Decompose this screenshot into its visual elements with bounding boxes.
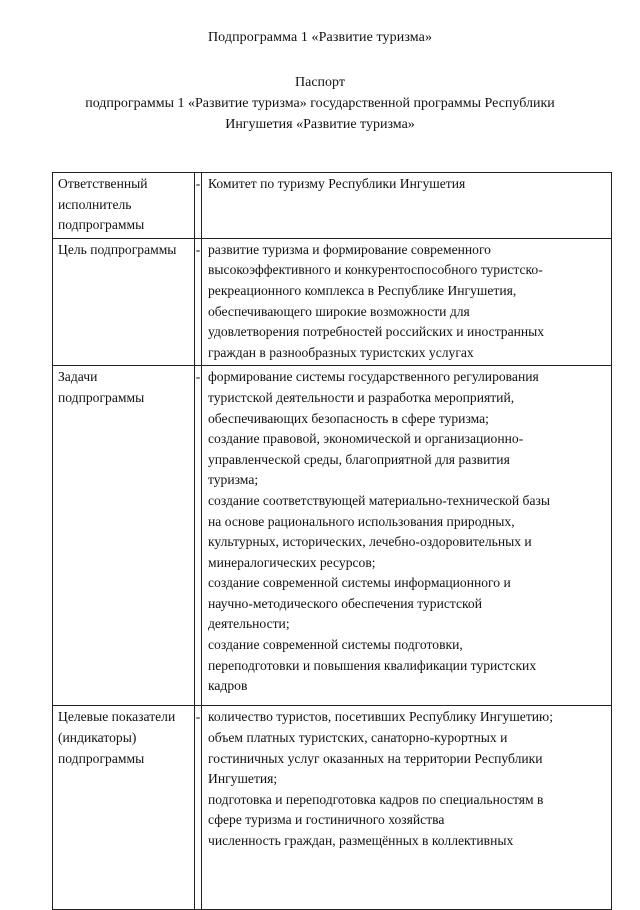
row-dash-cell: -	[195, 706, 202, 910]
passport-table-body	[52, 172, 612, 910]
row-value-line: развитие туризма и формирование современного	[208, 241, 491, 257]
row-value-line: формирование системы государственного регулирования	[208, 369, 539, 385]
row-label-cell	[53, 238, 195, 366]
row-value-line: обеспечивающего широкие возможности для	[208, 303, 470, 319]
row-label-line: подпрограммы	[58, 389, 145, 405]
row-value-line: гостиничных услуг оказанных на территории Республики	[208, 750, 543, 766]
row-label-line: подпрограммы	[58, 217, 145, 233]
row-value-line: количество туристов, посетивших Республику Ингушетию;	[208, 709, 553, 725]
row-label-cell	[53, 366, 195, 706]
row-value-line: минералогических ресурсов;	[208, 554, 376, 570]
row-value-line: рекреационного комплекса в Республике Ингушетия,	[208, 282, 517, 298]
row-value-line: туризма;	[208, 472, 259, 488]
row-label-line: Цель подпрограммы	[58, 241, 177, 257]
row-value-cell	[202, 366, 612, 706]
row-value-line: научно-методического обеспечения туристской	[208, 595, 482, 611]
row-value-line: объем платных туристских, санаторно-курортных и	[208, 729, 508, 745]
row-value-line: создание соответствующей материально-технической базы	[208, 492, 551, 508]
row-value-line: культурных, исторических, лечебно-оздоровительных и	[208, 534, 532, 550]
row-value-line: переподготовки и повышения квалификации туристских	[208, 657, 537, 673]
passport-table	[52, 172, 612, 910]
passport-subtitle-line-1: подпрограммы 1 «Развитие туризма» государственной программы Республики	[85, 96, 555, 111]
row-value-line: численность граждан, размещённых в коллективных	[208, 832, 514, 848]
row-label-line: Задачи	[58, 369, 98, 385]
row-value-line: туристской деятельности и разработка мероприятий,	[208, 389, 515, 405]
table-row	[53, 238, 612, 366]
row-value-line: на основе рационального использования природных,	[208, 513, 515, 529]
row-value-line: кадров	[208, 678, 248, 694]
passport-subtitle-line-2: Ингушетия «Развитие туризма»	[225, 117, 415, 132]
row-value-line: Комитет по туризму Республики Ингушетия	[208, 176, 466, 191]
row-value-line: деятельности;	[208, 616, 290, 632]
passport-title: Паспорт	[295, 75, 345, 90]
row-label-cell	[53, 706, 195, 910]
row-value-line: сфере туризма и гостиничного хозяйства	[208, 812, 445, 828]
table-row	[53, 366, 612, 706]
row-label-line: исполнитель	[58, 196, 132, 212]
row-value-line: обеспечивающих безопасность в сфере туризма;	[208, 410, 489, 426]
table-row	[53, 173, 612, 239]
row-value-line: Ингушетия;	[208, 771, 278, 787]
row-value-cell	[202, 238, 612, 366]
subprogram-title: Подпрограмма 1 «Развитие туризма»	[207, 30, 433, 45]
row-value-line: удовлетворения потребностей российских и иностранных	[208, 324, 545, 340]
passport-header	[0, 72, 640, 135]
row-label-line: Целевые показатели	[58, 709, 176, 725]
row-dash-cell: -	[195, 173, 202, 239]
row-label-line: (индикаторы)	[58, 729, 137, 745]
row-value-cell	[202, 173, 612, 239]
row-value-line: создание правовой, экономической и организационно-	[208, 431, 524, 447]
row-value-cell	[202, 706, 612, 910]
row-value-line: высокоэффективного и конкурентоспособного туристско-	[208, 262, 543, 278]
row-dash-cell: -	[195, 366, 202, 706]
row-value-line: создание современной системы подготовки,	[208, 637, 463, 653]
row-value-line: управленческой среды, благоприятной для развития	[208, 451, 510, 467]
row-label-line: Ответственный	[58, 176, 148, 191]
row-value-line: подготовка и переподготовка кадров по специальностям в	[208, 791, 544, 807]
row-dash-cell: -	[195, 238, 202, 366]
row-label-cell	[53, 173, 195, 239]
table-row	[53, 706, 612, 910]
row-label-line: подпрограммы	[58, 750, 145, 766]
row-value-line: создание современной системы информационного и	[208, 575, 511, 591]
row-value-line: граждан в разнообразных туристских услугах	[208, 344, 474, 360]
